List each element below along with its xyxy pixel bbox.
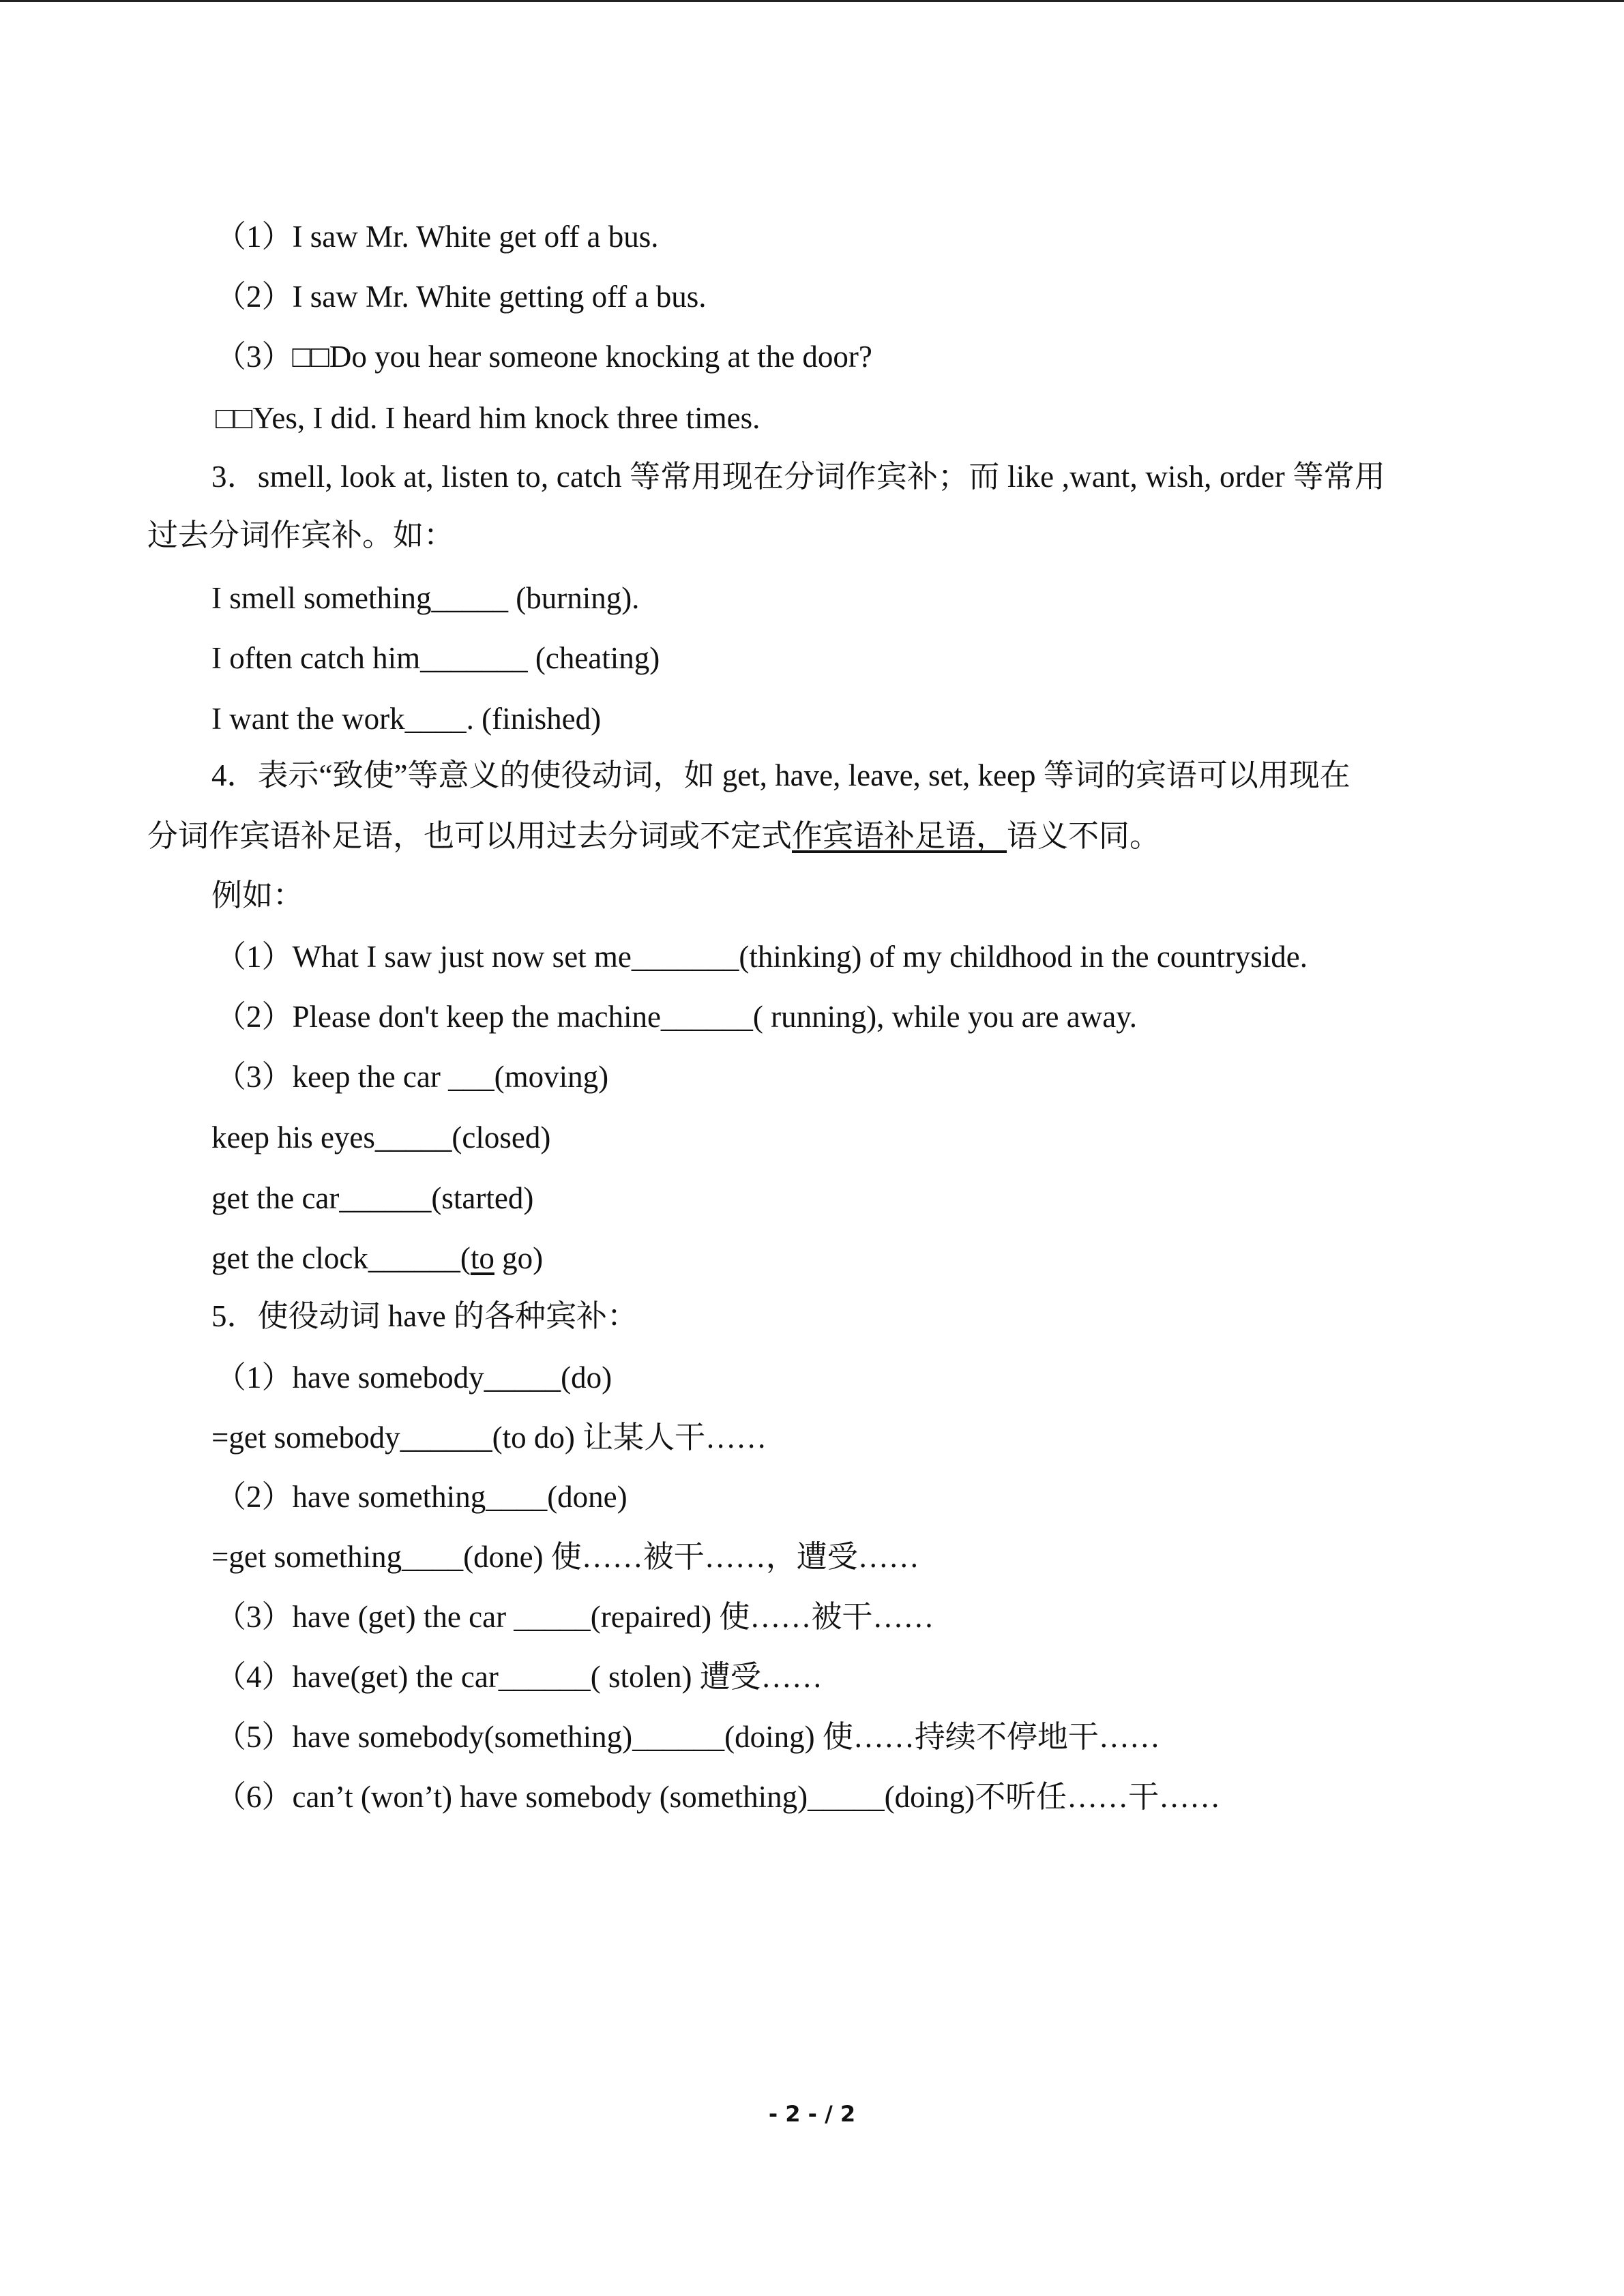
rule-5-item-1: （1）have somebody_____(do) [216, 1360, 612, 1395]
rule-5-item-3: （3）have (get) the car _____(repaired) 使……被干…… [216, 1600, 934, 1634]
rule-4-example-1: （1）What I saw just now set me_______(thinking) of my childhood in the countryside. [216, 940, 1308, 974]
example-label: 例如： [211, 878, 304, 912]
rule-4-line-1: 4．表示“致使”等意义的使役动词，如 get, have, leave, set, keep 等词的宾语可以用现在 [211, 758, 1350, 792]
page-number: - 2 - / 2 [768, 2101, 856, 2127]
rule-3-line-2: 过去分词作宾补。如： [147, 518, 455, 552]
rule-5-item-2: （2）have something____(done) [216, 1480, 628, 1514]
rule-4-line-2-text: 分词作宾语补足语，也可以用过去分词或不定式 [147, 819, 793, 853]
rule-4-example-4: keep his eyes_____(closed) [211, 1120, 551, 1154]
rule-4-example-6 [211, 1238, 543, 1279]
example-line-1: （1）I saw Mr. White get off a bus. [216, 220, 659, 254]
rule-4-underlined-term: 作宾语补足语， [792, 819, 1007, 853]
rule-5-heading: 5．使役动词 have 的各种宾补： [211, 1299, 638, 1333]
rule-5-item-4: （4）have(get) the car______( stolen) 遭受…… [216, 1660, 823, 1694]
rule-4-example-2: （2）Please don't keep the machine______( running), while you are away. [216, 1000, 1138, 1034]
rule-4-example-6-start: get the clock______( [211, 1241, 471, 1275]
rule-5-item-2b: =get something____(done) 使……被干……，遭受…… [211, 1540, 919, 1574]
example-line-4: □□Yes, I did. I heard him knock three times. [216, 401, 761, 435]
rule-4-line-2-end: 语义不同。 [1007, 819, 1161, 853]
rule-5-item-5: （5）have somebody(something)______(doing) 使……持续不停地干…… [216, 1720, 1160, 1754]
rule-4-example-5: get the car______(started) [211, 1181, 534, 1215]
rule-5-item-6: （6）can’t (won’t) have somebody (something)_____(doing)不听任……干…… [216, 1780, 1221, 1814]
example-line-3: （3）□□Do you hear someone knocking at the door? [216, 340, 872, 374]
rule-3-example-2: I often catch him_______ (cheating) [211, 641, 660, 675]
rule-3-line-1: 3．smell, look at, listen to, catch 等常用现在分词作宾补；而 like ,want, wish, order 等常用 [211, 460, 1386, 494]
rule-4-example-3: （3）keep the car ___(moving) [216, 1060, 609, 1094]
rule-4-example-6-underlined: to [470, 1241, 494, 1275]
example-line-2: （2）I saw Mr. White getting off a bus. [216, 280, 707, 314]
rule-4-example-6-end: go) [494, 1241, 544, 1275]
rule-4-line-2 [147, 816, 1160, 856]
rule-5-item-1b: =get somebody______(to do) 让某人干…… [211, 1420, 767, 1455]
rule-3-example-3: I want the work____. (finished) [211, 702, 602, 736]
rule-3-example-1: I smell something_____ (burning). [211, 581, 640, 615]
